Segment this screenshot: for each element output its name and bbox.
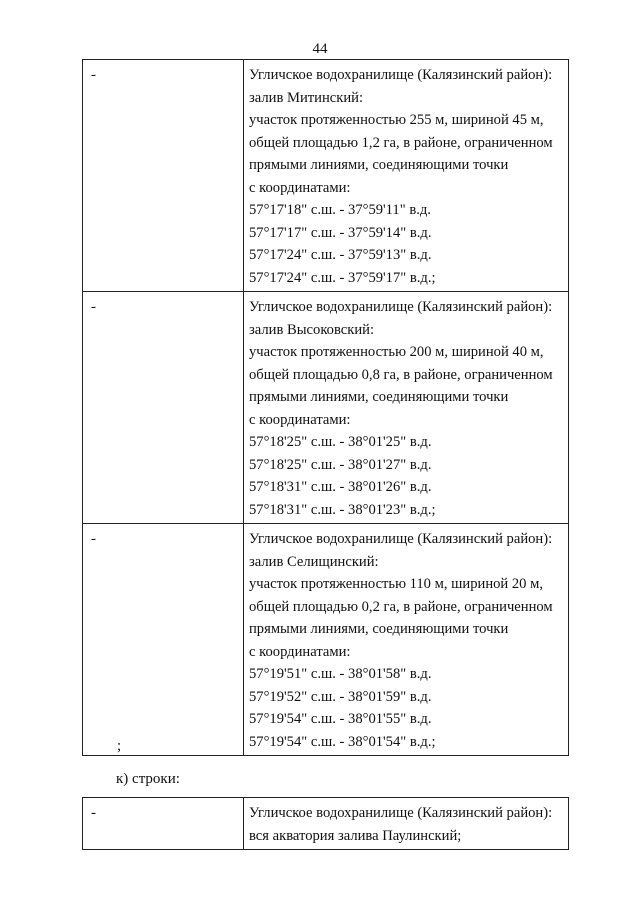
description-line: с координатами: [249, 643, 351, 660]
description-line: Угличское водохранилище (Калязинский район): [249, 67, 553, 83]
description-line: прямыми линиями, соединяющими точки [249, 389, 509, 405]
row-description [244, 524, 569, 756]
description-line: залив Митинский: [249, 89, 364, 106]
description-line: 57°17'17" с.ш. - 37°59'14" в.д. [249, 224, 432, 241]
description-line: общей площадью 0,2 га, в районе, ограниченном [249, 598, 553, 615]
row-marker: - [83, 60, 244, 292]
description-line: 57°18'31" с.ш. - 38°01'26" в.д. [249, 479, 432, 495]
description-line: 57°19'54" с.ш. - 38°01'55" в.д. [249, 711, 432, 727]
replacement-table [82, 797, 569, 850]
table-row [83, 60, 569, 292]
description-line: 57°17'24" с.ш. - 37°59'17" в.д.; [249, 269, 436, 286]
description-line: общей площадью 1,2 га, в районе, ограниченном [249, 134, 553, 151]
description-line: участок протяженностью 110 м, шириной 20 м, [249, 576, 544, 592]
trailing-semicolon: ; [117, 738, 122, 754]
description-line: с координатами: [249, 411, 351, 428]
description-line: 57°19'52" с.ш. - 38°01'59" в.д. [249, 688, 432, 705]
description-line: 57°18'31" с.ш. - 38°01'23" в.д.; [249, 501, 436, 518]
description-line: участок протяженностью 255 м, шириной 45 м, [249, 112, 544, 128]
description-line: залив Высоковский: [249, 321, 375, 338]
row-marker: - [83, 798, 244, 850]
row-marker: - [83, 524, 244, 756]
description-line: 57°19'54" с.ш. - 38°01'54" в.д.; [249, 733, 436, 750]
description-line: участок протяженностью 200 м, шириной 40 м, [249, 344, 544, 360]
description-line: 57°18'25" с.ш. - 38°01'27" в.д. [249, 456, 432, 473]
description-line: 57°18'25" с.ш. - 38°01'25" в.д. [249, 434, 432, 450]
description-line: Угличское водохранилище (Калязинский район): [249, 805, 553, 821]
description-line: залив Селищинский: [249, 553, 379, 570]
table-row [83, 524, 569, 756]
regulation-table [82, 59, 569, 756]
description-line: 57°19'51" с.ш. - 38°01'58" в.д. [249, 666, 432, 682]
description-line: 57°17'18" с.ш. - 37°59'11" в.д. [249, 202, 431, 218]
section-label: к) строки: [116, 771, 180, 787]
description-line: 57°17'24" с.ш. - 37°59'13" в.д. [249, 247, 432, 263]
row-description [244, 798, 569, 850]
description-line: вся акватория залива Паулинский; [249, 827, 462, 844]
row-description [244, 60, 569, 292]
row-description [244, 292, 569, 524]
description-line: с координатами: [249, 179, 351, 196]
description-line: Угличское водохранилище (Калязинский район): [249, 299, 553, 315]
description-line: Угличское водохранилище (Калязинский район): [249, 531, 553, 547]
row-marker: - [83, 292, 244, 524]
table-row [83, 292, 569, 524]
table-row [83, 798, 569, 850]
description-line: прямыми линиями, соединяющими точки [249, 157, 509, 173]
page-number: 44 [312, 41, 328, 57]
description-line: общей площадью 0,8 га, в районе, ограниченном [249, 366, 553, 383]
description-line: прямыми линиями, соединяющими точки [249, 621, 509, 637]
